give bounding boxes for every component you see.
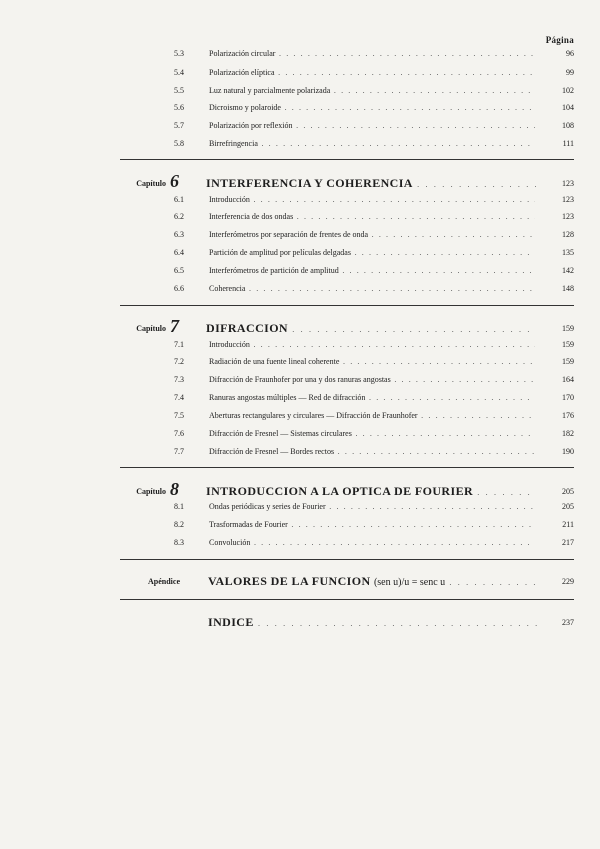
section-title: Interferómetros por separación de frentes de onda . . . — [209, 230, 535, 239]
toc-entry[interactable] — [0, 119, 600, 133]
page-number: 108 — [562, 121, 574, 130]
page-number: 176 — [562, 411, 574, 420]
section-number: 5.5 — [174, 86, 184, 95]
page-number: 205 — [562, 502, 574, 511]
section-number: 7.1 — [174, 340, 184, 349]
page-number: 190 — [562, 447, 574, 456]
chapter-number: 6 — [170, 171, 179, 191]
section-number: 5.8 — [174, 139, 184, 148]
chapter-title: INTRODUCCION A LA OPTICA DE FOURIER . . . — [206, 484, 536, 499]
section-title: Aberturas rectangulares y circulares — Difracción de Fraunhofer . . . — [209, 411, 535, 420]
chapter-title: DIFRACCION . . . — [206, 321, 536, 336]
chapter-label: Capítulo — [136, 179, 166, 188]
toc-entry[interactable] — [0, 47, 600, 61]
page-number: 96 — [566, 49, 574, 58]
section-number: 5.6 — [174, 103, 184, 112]
section-title: Interferencia de dos ondas . . . — [209, 212, 535, 221]
toc-entry[interactable] — [0, 373, 600, 387]
appendix-label: Apéndice — [148, 577, 180, 586]
section-number: 7.6 — [174, 429, 184, 438]
section-number: 6.6 — [174, 284, 184, 293]
page-number: 237 — [562, 618, 574, 627]
section-title: Difracción de Fresnel — Sistemas circulares . . . — [209, 429, 535, 438]
toc-entry[interactable] — [0, 246, 600, 260]
appendix-heading[interactable] — [0, 571, 600, 595]
page-number: 211 — [562, 520, 574, 529]
page-number: 148 — [562, 284, 574, 293]
page-number: 104 — [562, 103, 574, 112]
toc-entry[interactable] — [0, 409, 600, 423]
toc-entry[interactable] — [0, 500, 600, 514]
section-title: Polarización por reflexión . . . — [209, 121, 535, 130]
section-number: 7.5 — [174, 411, 184, 420]
section-number: 6.3 — [174, 230, 184, 239]
toc-entry[interactable] — [0, 193, 600, 207]
section-title: Difracción de Fraunhofer por una y dos ranuras angostas . . . — [209, 375, 535, 384]
page-number: 159 — [562, 340, 574, 349]
toc-entry[interactable] — [0, 282, 600, 296]
page-number: 99 — [566, 68, 574, 77]
toc-entry[interactable] — [0, 518, 600, 532]
page-number: 142 — [562, 266, 574, 275]
section-title: Ranuras angostas múltiples — Red de difracción . . . — [209, 393, 535, 402]
section-title: Dicroismo y polaroide . . . — [209, 103, 535, 112]
appendix-equation: (sen u)/u = senc u . . . — [374, 577, 538, 588]
section-number: 8.2 — [174, 520, 184, 529]
section-title: Trasformadas de Fourier . . . — [209, 520, 535, 529]
section-title: Birrefringencia . . . — [209, 139, 535, 148]
section-divider — [120, 305, 574, 306]
section-number: 5.7 — [174, 121, 184, 130]
section-title: Convolución . . . — [209, 538, 535, 547]
section-number: 7.2 — [174, 357, 184, 366]
section-title: Radiación de una fuente lineal coherente . . . — [209, 357, 535, 366]
section-title: Interferómetros de partición de amplitud . . . — [209, 266, 535, 275]
section-number: 6.2 — [174, 212, 184, 221]
page-number: 128 — [562, 230, 574, 239]
toc-entry[interactable] — [0, 210, 600, 224]
toc-entry[interactable] — [0, 536, 600, 550]
toc-entry[interactable] — [0, 427, 600, 441]
section-number: 6.4 — [174, 248, 184, 257]
page-number: 159 — [562, 357, 574, 366]
chapter-title: INTERFERENCIA Y COHERENCIA . . . — [206, 176, 536, 191]
page-number: 159 — [562, 324, 574, 333]
section-number: 8.1 — [174, 502, 184, 511]
section-title: Introducción . . . — [209, 340, 535, 349]
section-title: Polarización circular . . . — [209, 49, 535, 58]
section-divider — [120, 599, 574, 600]
section-title: Polarización elíptica . . . — [209, 68, 535, 77]
page-number: 123 — [562, 212, 574, 221]
section-title: Introducción . . . — [209, 195, 535, 204]
section-divider — [120, 159, 574, 160]
toc-entry[interactable] — [0, 84, 600, 98]
chapter-label: Capítulo — [136, 487, 166, 496]
chapter-label: Capítulo — [136, 324, 166, 333]
section-title: Partición de amplitud por películas delgadas . . . — [209, 248, 535, 257]
section-divider — [120, 559, 574, 560]
toc-entry[interactable] — [0, 137, 600, 151]
appendix-title-text: VALORES DE LA FUNCION — [208, 574, 371, 588]
page-number: 135 — [562, 248, 574, 257]
index-heading[interactable] — [0, 612, 600, 636]
section-title: Coherencia . . . — [209, 284, 535, 293]
toc-entry[interactable] — [0, 338, 600, 352]
toc-entry[interactable] — [0, 391, 600, 405]
page-number: 229 — [562, 577, 574, 586]
toc-entry[interactable] — [0, 445, 600, 459]
section-number: 8.3 — [174, 538, 184, 547]
appendix-title — [208, 574, 538, 589]
page-number: 123 — [562, 195, 574, 204]
section-divider — [120, 467, 574, 468]
chapter-number: 7 — [170, 316, 179, 336]
page-number: 164 — [562, 375, 574, 384]
toc-entry[interactable] — [0, 101, 600, 115]
section-number: 7.7 — [174, 447, 184, 456]
toc-entry[interactable] — [0, 264, 600, 278]
page-number: 217 — [562, 538, 574, 547]
section-number: 6.1 — [174, 195, 184, 204]
section-number: 5.3 — [174, 49, 184, 58]
section-number: 7.3 — [174, 375, 184, 384]
page-column-header: Página — [545, 35, 574, 45]
toc-entry[interactable] — [0, 355, 600, 369]
page-number: 111 — [562, 139, 574, 148]
chapter-number: 8 — [170, 479, 179, 499]
section-number: 6.5 — [174, 266, 184, 275]
section-title: Difracción de Fresnel — Bordes rectos . . . — [209, 447, 535, 456]
page-number: 102 — [562, 86, 574, 95]
page-number: 170 — [562, 393, 574, 402]
section-number: 7.4 — [174, 393, 184, 402]
page-number: 182 — [562, 429, 574, 438]
index-title: INDICE . . . — [208, 615, 538, 630]
section-title: Luz natural y parcialmente polarizada . . . — [209, 86, 535, 95]
page-number: 123 — [562, 179, 574, 188]
toc-entry[interactable] — [0, 228, 600, 242]
section-number: 5.4 — [174, 68, 184, 77]
page-number: 205 — [562, 487, 574, 496]
section-title: Ondas periódicas y series de Fourier . . . — [209, 502, 535, 511]
toc-entry[interactable] — [0, 66, 600, 80]
